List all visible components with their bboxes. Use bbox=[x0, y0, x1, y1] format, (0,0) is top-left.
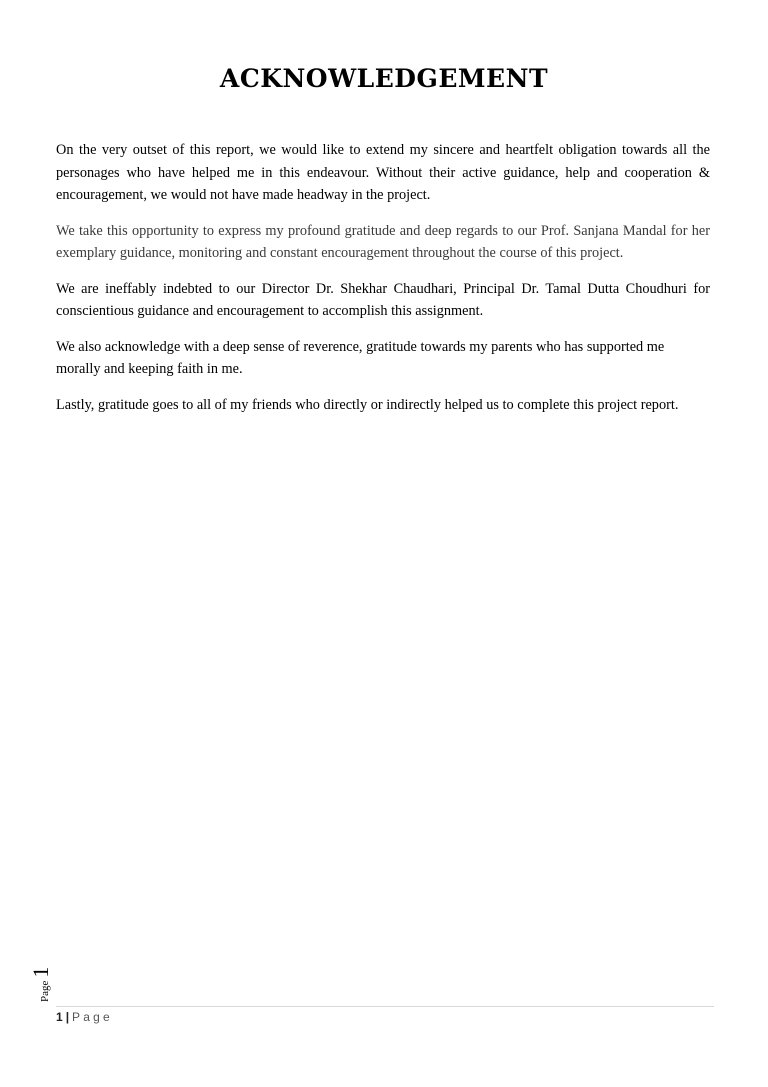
footer-page-label: Page bbox=[72, 1010, 113, 1024]
paragraph-2: We take this opportunity to express my profound gratitude and deep regards to our Prof. Sanjana Mandal for her exemplary guidance, monitoring and constant encouragement throughout the course of this project. bbox=[56, 222, 710, 261]
side-page-marker bbox=[28, 952, 53, 1002]
side-page-word: Page bbox=[39, 980, 51, 1002]
footer-divider bbox=[56, 1006, 714, 1007]
paragraph-5: Lastly, gratitude goes to all of my friends who directly or indirectly helped us to complete this project report. bbox=[56, 396, 679, 413]
paragraph-4: We also acknowledge with a deep sense of reverence, gratitude towards my parents who has supported me morally and keeping faith in me. bbox=[56, 338, 665, 377]
footer-page-number: 1 bbox=[56, 1010, 63, 1024]
paragraph-1: On the very outset of this report, we would like to extend my sincere and heartfelt obligation towards all the personages who have helped me in this endeavour. Without their active guidance, help and cooperation & encouragement, we would not have made headway in the project. bbox=[56, 142, 710, 203]
acknowledgement-body bbox=[56, 139, 710, 429]
page-footer bbox=[56, 1010, 113, 1024]
footer-separator: | bbox=[65, 1010, 70, 1024]
page-title: ACKNOWLEDGEMENT bbox=[219, 64, 549, 93]
paragraph-3: We are ineffably indebted to our Director Dr. Shekhar Chaudhari, Principal Dr. Tamal Dutta Choudhuri for conscientious guidance and encouragement to accomplish this assignment. bbox=[56, 280, 710, 319]
side-page-number: 1 bbox=[28, 966, 53, 978]
